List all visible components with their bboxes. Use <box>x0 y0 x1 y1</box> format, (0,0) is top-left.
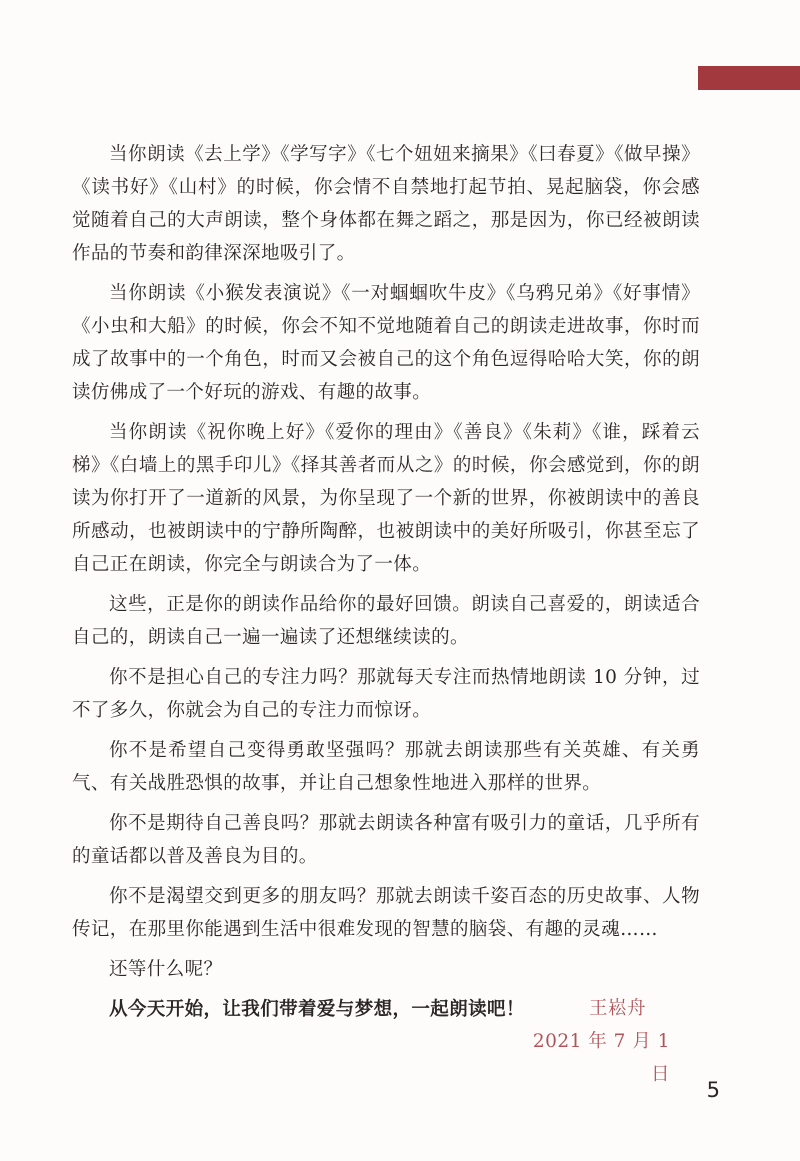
paragraph-8: 你不是渴望交到更多的朋友吗？那就去朗读千姿百态的历史故事、人物传记，在那里你能遇到生活中很难发现的智慧的脑袋、有趣的灵魂…… <box>72 886 700 940</box>
closing-line: 从今天开始，让我们带着爱与梦想，一起朗读吧！ <box>109 999 525 1020</box>
paragraph-1: 当你朗读《去上学》《学写字》《七个妞妞来摘果》《曰春夏》《做早操》《读书好》《山村》的时候，你会情不自禁地打起节拍、晃起脑袋，你会感觉随着自己的大声朗读，整个身体都在舞之蹈之，那是因为，你已经被朗读作品的节奏和韵律深深地吸引了。 <box>72 144 700 264</box>
chapter-tab-marker <box>698 66 800 90</box>
paragraph-6: 你不是希望自己变得勇敢坚强吗？那就去朗读那些有关英雄、有关勇气、有关战胜恐惧的故事，并让自己想象性地进入那样的世界。 <box>72 740 700 794</box>
paragraph-2: 当你朗读《小猴发表演说》《一对蝈蝈吹牛皮》《乌鸦兄弟》《好事情》《小虫和大船》的时候，你会不知不觉地随着自己的朗读走进故事，你时而成了故事中的一个角色，时而又会被自己的这个角色逗得哈哈大笑，你的朗读仿佛成了一个好玩的游戏、有趣的故事。 <box>72 283 700 403</box>
signature-date: 2021 年 7 月 1 日 <box>532 1031 670 1085</box>
paragraph-9: 还等什么呢？ <box>109 959 223 980</box>
paragraph-5: 你不是担心自己的专注力吗？那就每天专注而热情地朗读 10 分钟，过不了多久，你就会为自己的专注力而惊讶。 <box>72 667 700 721</box>
paragraph-7: 你不是期待自己善良吗？那就去朗读各种富有吸引力的童话，几乎所有的童话都以普及善良为目的。 <box>72 813 700 867</box>
paragraph-4: 这些，正是你的朗读作品给你的最好回馈。朗读自己喜爱的，朗读适合自己的，朗读自己一遍一遍读了还想继续读的。 <box>72 594 700 648</box>
paragraph-3: 当你朗读《祝你晚上好》《爱你的理由》《善良》《朱莉》《谁，踩着云梯》《白墙上的黑手印儿》《择其善者而从之》的时候，你会感觉到，你的朗读为你打开了一道新的风景，为你呈现了一个新的世界，你被朗读中的善良所感动，也被朗读中的宁静所陶醉，也被朗读中的美好所吸引，你甚至忘了自己正在朗读，你完全与朗读合为了一体。 <box>72 422 700 575</box>
preface-body <box>72 138 700 1033</box>
author-name: 王崧舟 <box>588 998 646 1019</box>
page-number: 5 <box>706 1078 720 1102</box>
signature-block <box>520 992 670 1091</box>
